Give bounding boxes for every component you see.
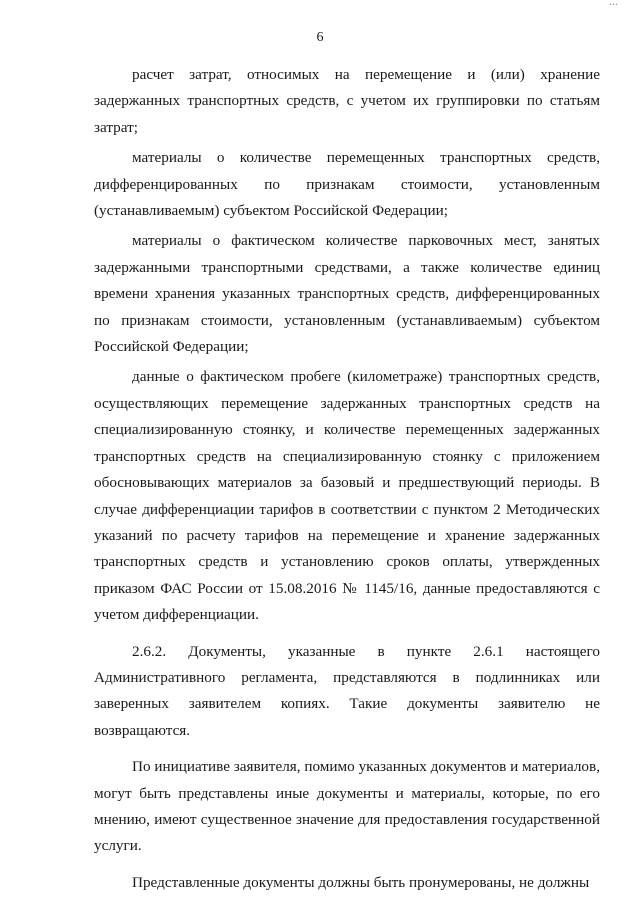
paragraph-2-6-2: 2.6.2. Документы, указанные в пункте 2.6.1 настоящего Административного регламента, представляются в подлинниках или заверенных заявителем копиях. Такие документы заявителю не возвращаются. [94,642,600,739]
paragraph-parking-places: материалы о фактическом количестве парковочных мест, занятых задержанными транспортными средствами, а также количестве единиц времени хранения указанных транспортных средств, дифференцированных по признакам стоимости, установленным (устанавливаемым) субъектом Российской Федерации; [94,232,600,356]
document-body [94,62,600,896]
paragraph-numbering: Представленные документы должны быть пронумерованы, не должны [132,873,590,891]
paragraph-cost-calculation: расчет затрат, относимых на перемещение и (или) хранение задержанных транспортных средств, с учетом их группировки по статьям затрат; [94,66,600,136]
paragraph-applicant-initiative: По инициативе заявителя, помимо указанных документов и материалов, могут быть представлены иные документы и материалы, которые, по его мнению, имеют существенное значение для предоставления государственной услуги. [94,758,600,855]
paragraph-moved-vehicles: материалы о количестве перемещенных транспортных средств, дифференцированных по признакам стоимости, установленным (устанавливаемым) субъектом Российской Федерации; [94,149,600,220]
page-number: 6 [316,30,324,45]
corner-mark: ... [609,0,618,8]
paragraph-mileage-data: данные о фактическом пробеге (километраже) транспортных средств, осуществляющих перемещение задержанных транспортных средств на специализированную стоянку, и количестве перемещенных задержанных транспортных средств на специализированную стоянку с приложением обосновывающих материалов за базовый и предшествующий периоды. В случае дифференциации тарифов в соответствии с пунктом 2 Методических указаний по расчету тарифов на перемещение и хранение задержанных транспортных средств и установлению сроков оплаты, утвержденных приказом ФАС России от 15.08.2016 № 1145/16, данные предоставляются с учетом дифференциации. [94,368,600,624]
